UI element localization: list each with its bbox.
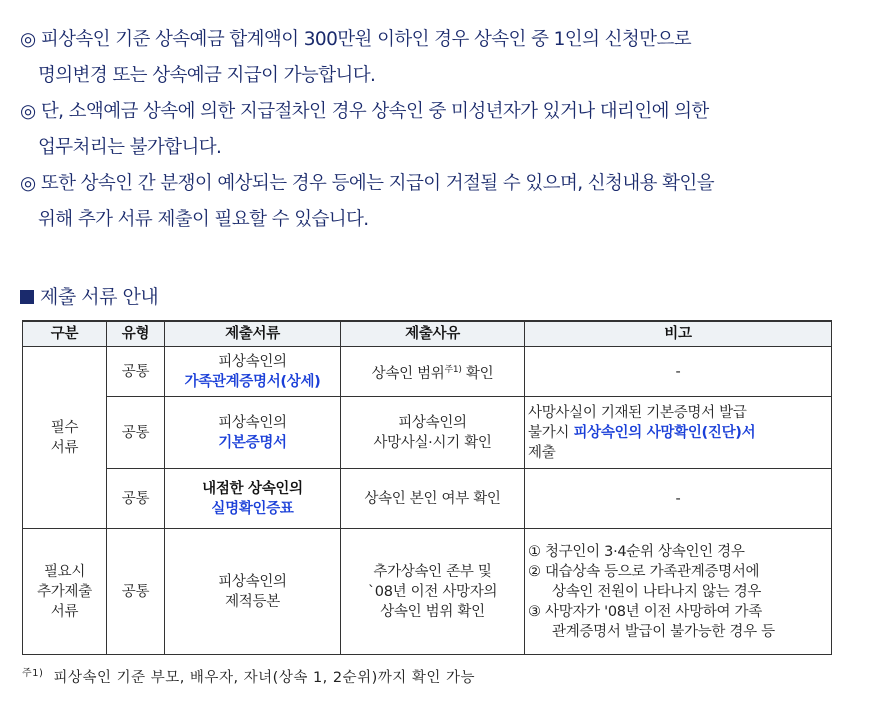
- notice-item: [20, 94, 865, 166]
- type-cell: 공통: [107, 397, 165, 469]
- remarks-list-item: ③ 사망자가 '08년 이전 사망하여 가족: [528, 603, 762, 620]
- header-document: 제출서류: [165, 321, 341, 347]
- category-required: 필수 서류: [23, 347, 107, 529]
- remarks-list-item: ② 대습상속 등으로 가족관계증명서에: [528, 563, 760, 580]
- reason-text: 상속인 범위: [371, 365, 445, 382]
- square-bullet-icon: [20, 290, 34, 304]
- notice-line: 위해 추가 서류 제출이 필요할 수 있습니다.: [38, 209, 369, 230]
- remarks-highlight: 피상속인의 사망확인(진단)서: [573, 424, 756, 441]
- document-line: 피상속인의: [218, 353, 287, 370]
- document-cell: [165, 529, 341, 655]
- type-cell: 공통: [107, 469, 165, 529]
- header-category: 구분: [23, 321, 107, 347]
- footnote-mark: 주1): [22, 668, 44, 679]
- reason-cell: [341, 529, 525, 655]
- remarks-cell: -: [525, 347, 832, 397]
- documents-table: [22, 320, 832, 655]
- remarks-cell: [525, 397, 832, 469]
- table-row: [23, 397, 832, 469]
- reason-cell: [341, 397, 525, 469]
- remarks-list-continuation: 상속인 전원이 나타나지 않는 경우: [552, 583, 762, 600]
- document-highlight: 기본증명서: [218, 434, 287, 451]
- table-header-row: [23, 321, 832, 347]
- reason-line: 상속인 범위 확인: [380, 603, 485, 620]
- footnote-text: 피상속인 기준 부모, 배우자, 자녀(상속 1, 2순위)까지 확인 가능: [53, 670, 476, 686]
- notice-line: 명의변경 또는 상속예금 지급이 가능합니다.: [38, 65, 376, 86]
- document-line: 내점한 상속인의: [202, 480, 303, 497]
- document-cell: [165, 397, 341, 469]
- remarks-list-continuation: 관계증명서 발급이 불가능한 경우 등: [552, 623, 775, 640]
- section-title: [20, 282, 158, 309]
- section-title-text: 제출 서류 안내: [40, 286, 159, 308]
- remarks-line: [528, 423, 828, 443]
- table-row: [23, 469, 832, 529]
- table-row: [23, 529, 832, 655]
- document-line: 피상속인의: [218, 573, 287, 590]
- remarks-line: 제출: [528, 444, 556, 461]
- header-remarks: 비고: [525, 321, 832, 347]
- document-cell: [165, 469, 341, 529]
- header-type: 유형: [107, 321, 165, 347]
- table-row: [23, 347, 832, 397]
- remarks-text: 불가시: [528, 424, 574, 441]
- footnote: [22, 664, 475, 687]
- type-cell: 공통: [107, 529, 165, 655]
- document-cell: [165, 347, 341, 397]
- reason-line: 추가상속인 존부 및: [373, 563, 492, 580]
- reason-line: `08년 이전 사망자의: [367, 583, 498, 600]
- document-highlight: 실명확인증표: [211, 500, 294, 517]
- remarks-cell: [525, 529, 832, 655]
- notice-item: [20, 166, 865, 238]
- notice-item: [20, 22, 865, 94]
- reason-line: 피상속인의: [398, 414, 467, 431]
- header-reason: 제출사유: [341, 321, 525, 347]
- notice-line: ◎ 피상속인 기준 상속예금 합계액이 300만원 이하인 경우 상속인 중 1인의 신청만으로: [20, 29, 691, 50]
- reason-cell: 상속인 본인 여부 확인: [341, 469, 525, 529]
- category-additional: 필요시 추가제출 서류: [23, 529, 107, 655]
- reason-line: 사망사실·시기 확인: [373, 434, 492, 451]
- reason-cell: [341, 347, 525, 397]
- remarks-list-item: ① 청구인이 3·4순위 상속인인 경우: [528, 543, 745, 560]
- type-cell: 공통: [107, 347, 165, 397]
- notice-line: ◎ 단, 소액예금 상속에 의한 지급절차인 경우 상속인 중 미성년자가 있거나 대리인에 의한: [20, 101, 709, 122]
- notice-line: 업무처리는 불가합니다.: [38, 137, 222, 158]
- document-highlight: 가족관계증명서(상세): [184, 373, 321, 390]
- notice-list: [20, 22, 865, 238]
- document-line: 제적등본: [225, 593, 280, 610]
- remarks-line: 사망사실이 기재된 기본증명서 발급: [528, 404, 747, 421]
- document-line: 피상속인의: [218, 414, 287, 431]
- reason-text: 확인: [461, 365, 494, 382]
- notice-line: ◎ 또한 상속인 간 분쟁이 예상되는 경우 등에는 지급이 거절될 수 있으며, 신청내용 확인을: [20, 173, 714, 194]
- remarks-cell: -: [525, 469, 832, 529]
- footnote-ref: 주1): [444, 364, 462, 375]
